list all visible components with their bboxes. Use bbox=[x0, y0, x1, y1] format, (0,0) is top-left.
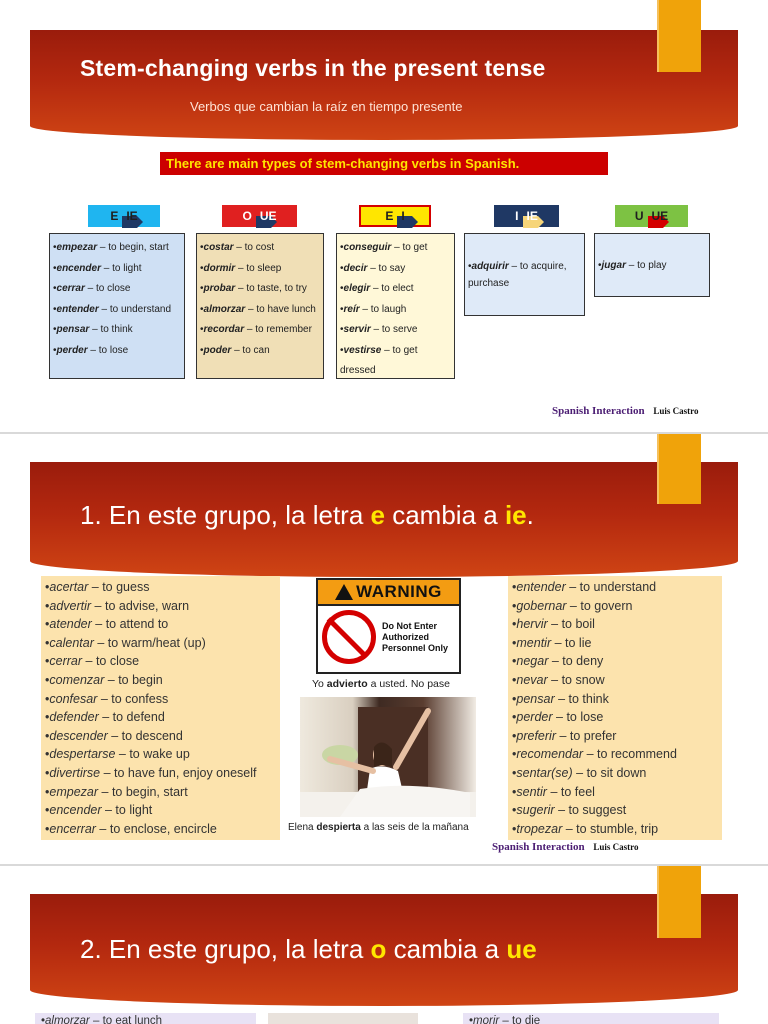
verb-box-i-to-ie bbox=[464, 233, 585, 316]
meaning: to acquire, purchase bbox=[468, 260, 567, 289]
verb: dormir bbox=[203, 262, 236, 274]
verb: encender bbox=[56, 262, 101, 274]
warning-sign bbox=[316, 578, 461, 674]
verb-entry: •sentar(se) – to sit down bbox=[512, 765, 647, 780]
warning-line: Do Not Enter bbox=[382, 620, 437, 631]
meaning: to die bbox=[512, 1015, 541, 1024]
verb: adquirir bbox=[471, 260, 509, 272]
credit-slide-2 bbox=[492, 841, 638, 853]
verb: jugar bbox=[601, 259, 626, 271]
meaning: to snow bbox=[561, 672, 605, 687]
meaning: to stumble, trip bbox=[576, 821, 659, 836]
meaning: to think bbox=[568, 691, 609, 706]
accent-tab bbox=[657, 866, 701, 938]
verb-entry: •poder – to can bbox=[200, 344, 270, 356]
verb: pensar bbox=[516, 691, 555, 706]
badge-e-to-i bbox=[359, 205, 431, 227]
verb-entry: •probar – to taste, to try bbox=[200, 283, 307, 294]
verb-entry: •encerrar – to enclose, encircle bbox=[45, 821, 217, 836]
verb: despertarse bbox=[49, 747, 116, 762]
meaning: to feel bbox=[560, 784, 595, 799]
caption-verb: advierto bbox=[326, 678, 368, 690]
meaning: to enclose, encircle bbox=[109, 821, 217, 836]
heading-text-mid: cambia a bbox=[384, 500, 505, 530]
verb-entry: •empezar – to begin, start bbox=[45, 784, 188, 799]
slide-heading bbox=[80, 500, 534, 531]
meaning: to prefer bbox=[569, 728, 617, 743]
heading-letter-to: ue bbox=[506, 934, 537, 964]
warning-header bbox=[318, 580, 459, 606]
verb-entry: •conseguir – to get bbox=[340, 242, 428, 253]
meaning: to govern bbox=[580, 598, 633, 613]
verb-list-left: •almorzar – to eat lunch bbox=[35, 1013, 256, 1024]
heading-text: 2. En este grupo, la letra bbox=[80, 934, 371, 964]
verb: servir bbox=[343, 324, 371, 335]
badge-from-letter: E bbox=[385, 209, 394, 223]
verb: calentar bbox=[49, 635, 94, 650]
verb-box-e-to-ie bbox=[49, 233, 185, 379]
meaning: to wake up bbox=[129, 747, 190, 762]
meaning: to taste, to try bbox=[246, 283, 307, 294]
warning-triangle-icon bbox=[335, 584, 353, 600]
slide-subtitle: Verbos que cambian la raíz en tiempo presente bbox=[190, 99, 463, 114]
verb-entry: •pensar – to think bbox=[512, 691, 609, 706]
verb-entry: •vestirse – to get dressed bbox=[340, 344, 418, 376]
verb: sentir bbox=[516, 784, 547, 799]
caption-text: a usted. No pase bbox=[367, 678, 450, 690]
accent-tab bbox=[657, 434, 701, 504]
verb: perder bbox=[56, 344, 88, 356]
meaning: to have fun, enjoy oneself bbox=[114, 765, 257, 780]
badge-to-letters: UE bbox=[259, 209, 277, 223]
meaning: to attend to bbox=[105, 617, 169, 632]
woman-waking-illustration bbox=[300, 697, 476, 817]
verb: hervir bbox=[516, 617, 548, 632]
verb-entry: •negar – to deny bbox=[512, 654, 604, 669]
verb: cerrar bbox=[49, 654, 83, 669]
verb-entry: •recomendar – to recommend bbox=[512, 747, 677, 762]
slide-title: Stem-changing verbs in the present tense bbox=[80, 55, 546, 81]
verb-box-e-to-i bbox=[336, 233, 455, 379]
verb: conseguir bbox=[343, 242, 392, 253]
heading-text: 1. En este grupo, la letra bbox=[80, 500, 371, 530]
meaning: to guess bbox=[102, 580, 150, 594]
meaning: to lose bbox=[98, 344, 129, 356]
caption-text: Yo bbox=[312, 678, 327, 690]
verb-entry: •tropezar – to stumble, trip bbox=[512, 821, 659, 836]
verb-entry: •calentar – to warm/heat (up) bbox=[45, 635, 206, 650]
verb: gobernar bbox=[516, 598, 567, 613]
verb-entry: •perder – to lose bbox=[512, 710, 604, 725]
verb-entry: •pensar – to think bbox=[53, 324, 133, 335]
meaning: to remember bbox=[255, 324, 312, 335]
meaning: to close bbox=[96, 283, 131, 294]
meaning: to deny bbox=[562, 654, 604, 669]
verb: negar bbox=[516, 654, 549, 669]
intro-banner: There are main types of stem-changing verbs in Spanish. bbox=[160, 152, 608, 175]
verb-list-left bbox=[41, 576, 280, 840]
heading-letter-from: e bbox=[370, 500, 385, 530]
verb-entry: •sentir – to feel bbox=[512, 784, 595, 799]
meaning: to lose bbox=[566, 710, 604, 725]
meaning: to eat lunch bbox=[102, 1015, 163, 1024]
verb: confesar bbox=[49, 691, 98, 706]
verb-entry: •encender – to light bbox=[53, 262, 142, 274]
verb-entry: •entender – to understand bbox=[53, 303, 172, 315]
meaning: to say bbox=[378, 262, 406, 274]
meaning: to have lunch bbox=[256, 303, 316, 315]
verb: pensar bbox=[56, 324, 90, 335]
meaning: to get bbox=[402, 242, 428, 253]
badge-from-letter: U bbox=[634, 209, 644, 223]
verb-entry: •dormir – to sleep bbox=[200, 262, 282, 274]
badge-e-to-ie bbox=[88, 205, 160, 227]
verb: atender bbox=[49, 617, 92, 632]
verb: divertirse bbox=[49, 765, 101, 780]
verb-entry: •confesar – to confess bbox=[45, 691, 169, 706]
no-entry-hand-icon bbox=[322, 610, 376, 664]
verb: defender bbox=[49, 710, 99, 725]
verb-entry: •mentir – to lie bbox=[512, 635, 592, 650]
verb-entry: •costar – to cost bbox=[200, 242, 275, 253]
caption-text: a las seis de la mañana bbox=[360, 822, 469, 833]
verb-box-o-to-ue bbox=[196, 233, 324, 379]
verb: acertar bbox=[49, 580, 89, 594]
credit bbox=[552, 405, 698, 417]
meaning: to elect bbox=[381, 283, 414, 294]
verb: descender bbox=[49, 728, 108, 743]
verb: preferir bbox=[516, 728, 556, 743]
verb: empezar bbox=[56, 242, 98, 253]
verb-entry: •atender – to attend to bbox=[45, 617, 169, 632]
verb-entry: •servir – to serve bbox=[340, 324, 418, 335]
credit-author: Luis Castro bbox=[653, 406, 699, 416]
meaning: to advise, warn bbox=[104, 598, 190, 613]
badge-to-letters: IE bbox=[126, 209, 138, 223]
meaning: to serve bbox=[381, 324, 418, 335]
title-banner bbox=[30, 30, 738, 140]
verb-entry: •gobernar – to govern bbox=[512, 598, 633, 613]
verb-entry: •hervir – to boil bbox=[512, 617, 595, 632]
verb-box-u-to-ue bbox=[594, 233, 710, 297]
verb-entry: •defender – to defend bbox=[45, 710, 165, 725]
badge-from-letter: I bbox=[515, 209, 519, 223]
photo-caption bbox=[288, 822, 469, 833]
meaning: to confess bbox=[111, 691, 169, 706]
meaning: to understand bbox=[579, 580, 657, 594]
verb-entry: •elegir – to elect bbox=[340, 283, 414, 294]
badge-o-to-ue bbox=[222, 205, 297, 227]
woman-stretching-photo bbox=[300, 697, 476, 817]
verb: perder bbox=[516, 710, 553, 725]
verb: recordar bbox=[203, 324, 245, 335]
meaning: to warm/heat (up) bbox=[107, 635, 206, 650]
verb-entry: •empezar – to begin, start bbox=[53, 242, 169, 253]
badge-to-letters: UE bbox=[651, 209, 669, 223]
verb: empezar bbox=[49, 784, 99, 799]
verb-entry: •almorzar – to have lunch bbox=[200, 303, 316, 315]
heading-text-mid: cambia a bbox=[386, 934, 507, 964]
badge-from-letter: E bbox=[110, 209, 119, 223]
verb-entry: •decir – to say bbox=[340, 262, 406, 274]
verb: poder bbox=[203, 344, 232, 356]
heading-letter-to: ie bbox=[504, 500, 527, 530]
verb: probar bbox=[203, 283, 236, 294]
warning-line: Personnel Only bbox=[382, 642, 449, 653]
warning-text bbox=[382, 621, 448, 654]
meaning: to lie bbox=[565, 635, 592, 650]
verb-entry: •adquirir – to acquire, purchase bbox=[468, 260, 567, 289]
slide-heading bbox=[80, 934, 537, 965]
verb-entry: •entender – to understand bbox=[512, 580, 657, 594]
warning-line: Authorized bbox=[382, 631, 429, 642]
verb: decir bbox=[343, 262, 368, 274]
verb-entry: •encender – to light bbox=[45, 803, 153, 818]
verb-entry: •cerrar – to close bbox=[45, 654, 140, 669]
meaning: to begin, start bbox=[111, 784, 188, 799]
photo-partial bbox=[268, 1013, 418, 1024]
meaning: to sit down bbox=[586, 765, 647, 780]
verb: reír bbox=[343, 303, 360, 315]
verb-entry: •preferir – to prefer bbox=[512, 728, 617, 743]
verb: costar bbox=[203, 242, 234, 253]
verb: comenzar bbox=[49, 672, 105, 687]
verb: almorzar bbox=[203, 303, 246, 315]
verb-entry: •perder – to lose bbox=[53, 344, 129, 356]
meaning: to light bbox=[115, 803, 153, 818]
caption-verb: despierta bbox=[316, 822, 361, 833]
verb-entry: •descender – to descend bbox=[45, 728, 183, 743]
badge-i-to-ie bbox=[494, 205, 559, 227]
verb-entry: •jugar – to play bbox=[598, 259, 667, 271]
verb-entry: •acertar – to guess bbox=[45, 580, 150, 594]
verb: tropezar bbox=[516, 821, 563, 836]
verb-entry: •recordar – to remember bbox=[200, 324, 312, 335]
verb: elegir bbox=[343, 283, 371, 294]
verb-entry: •divertirse – to have fun, enjoy oneself bbox=[45, 765, 257, 780]
meaning: to sleep bbox=[246, 262, 282, 274]
credit-brand: Spanish Interaction bbox=[492, 841, 585, 853]
meaning: to think bbox=[100, 324, 133, 335]
verb: encerrar bbox=[49, 821, 96, 836]
verb: entender bbox=[516, 580, 566, 594]
slide-3 bbox=[0, 866, 768, 1024]
meaning: to descend bbox=[121, 728, 183, 743]
verb-list-right: •morir – to die bbox=[463, 1013, 719, 1024]
verb: morir bbox=[473, 1015, 500, 1024]
verb: cerrar bbox=[56, 283, 85, 294]
badge-from-letter: O bbox=[242, 209, 252, 223]
warning-caption bbox=[312, 678, 450, 690]
verb: almorzar bbox=[45, 1015, 90, 1024]
credit-brand: Spanish Interaction bbox=[552, 405, 645, 417]
meaning: to can bbox=[242, 344, 270, 356]
meaning: to begin, start bbox=[108, 242, 169, 253]
verb-entry: •nevar – to snow bbox=[512, 672, 605, 687]
verb: advertir bbox=[49, 598, 92, 613]
meaning: to recommend bbox=[597, 747, 677, 762]
verb-entry: •advertir – to advise, warn bbox=[45, 598, 190, 613]
meaning: to laugh bbox=[370, 303, 407, 315]
verb-entry: •despertarse – to wake up bbox=[45, 747, 190, 762]
verb-list-right bbox=[508, 576, 722, 840]
badge-to-letters: I bbox=[401, 209, 405, 223]
accent-tab bbox=[657, 0, 701, 72]
verb-entry: •sugerir – to suggest bbox=[512, 803, 627, 818]
meaning: to defend bbox=[112, 710, 165, 725]
heading-period: . bbox=[526, 500, 534, 530]
credit-author: Luis Castro bbox=[593, 842, 639, 852]
caption-text: Elena bbox=[288, 822, 317, 833]
verb-entry: •cerrar – to close bbox=[53, 283, 131, 294]
meaning: to begin bbox=[118, 672, 163, 687]
verb: recomendar bbox=[516, 747, 584, 762]
verb: encender bbox=[49, 803, 102, 818]
verb: sugerir bbox=[516, 803, 555, 818]
verb: vestirse bbox=[343, 344, 382, 356]
verb-entry: •reír – to laugh bbox=[340, 303, 407, 315]
meaning: to boil bbox=[561, 617, 595, 632]
badge-to-letters: IE bbox=[526, 209, 538, 223]
badge-u-to-ue bbox=[615, 205, 688, 227]
meaning: to cost bbox=[244, 242, 275, 253]
meaning: to play bbox=[637, 259, 667, 271]
meaning: to get dressed bbox=[340, 344, 418, 376]
slide-1 bbox=[0, 0, 768, 432]
meaning: to suggest bbox=[568, 803, 627, 818]
verb: sentar(se) bbox=[516, 765, 573, 780]
verb: entender bbox=[56, 303, 99, 315]
warning-title: WARNING bbox=[356, 582, 442, 601]
meaning: to light bbox=[112, 262, 142, 274]
verb-entry: •comenzar – to begin bbox=[45, 672, 163, 687]
verb: mentir bbox=[516, 635, 552, 650]
heading-letter-from: o bbox=[370, 934, 387, 964]
verb: nevar bbox=[516, 672, 548, 687]
meaning: to close bbox=[95, 654, 140, 669]
meaning: to understand bbox=[109, 303, 172, 315]
